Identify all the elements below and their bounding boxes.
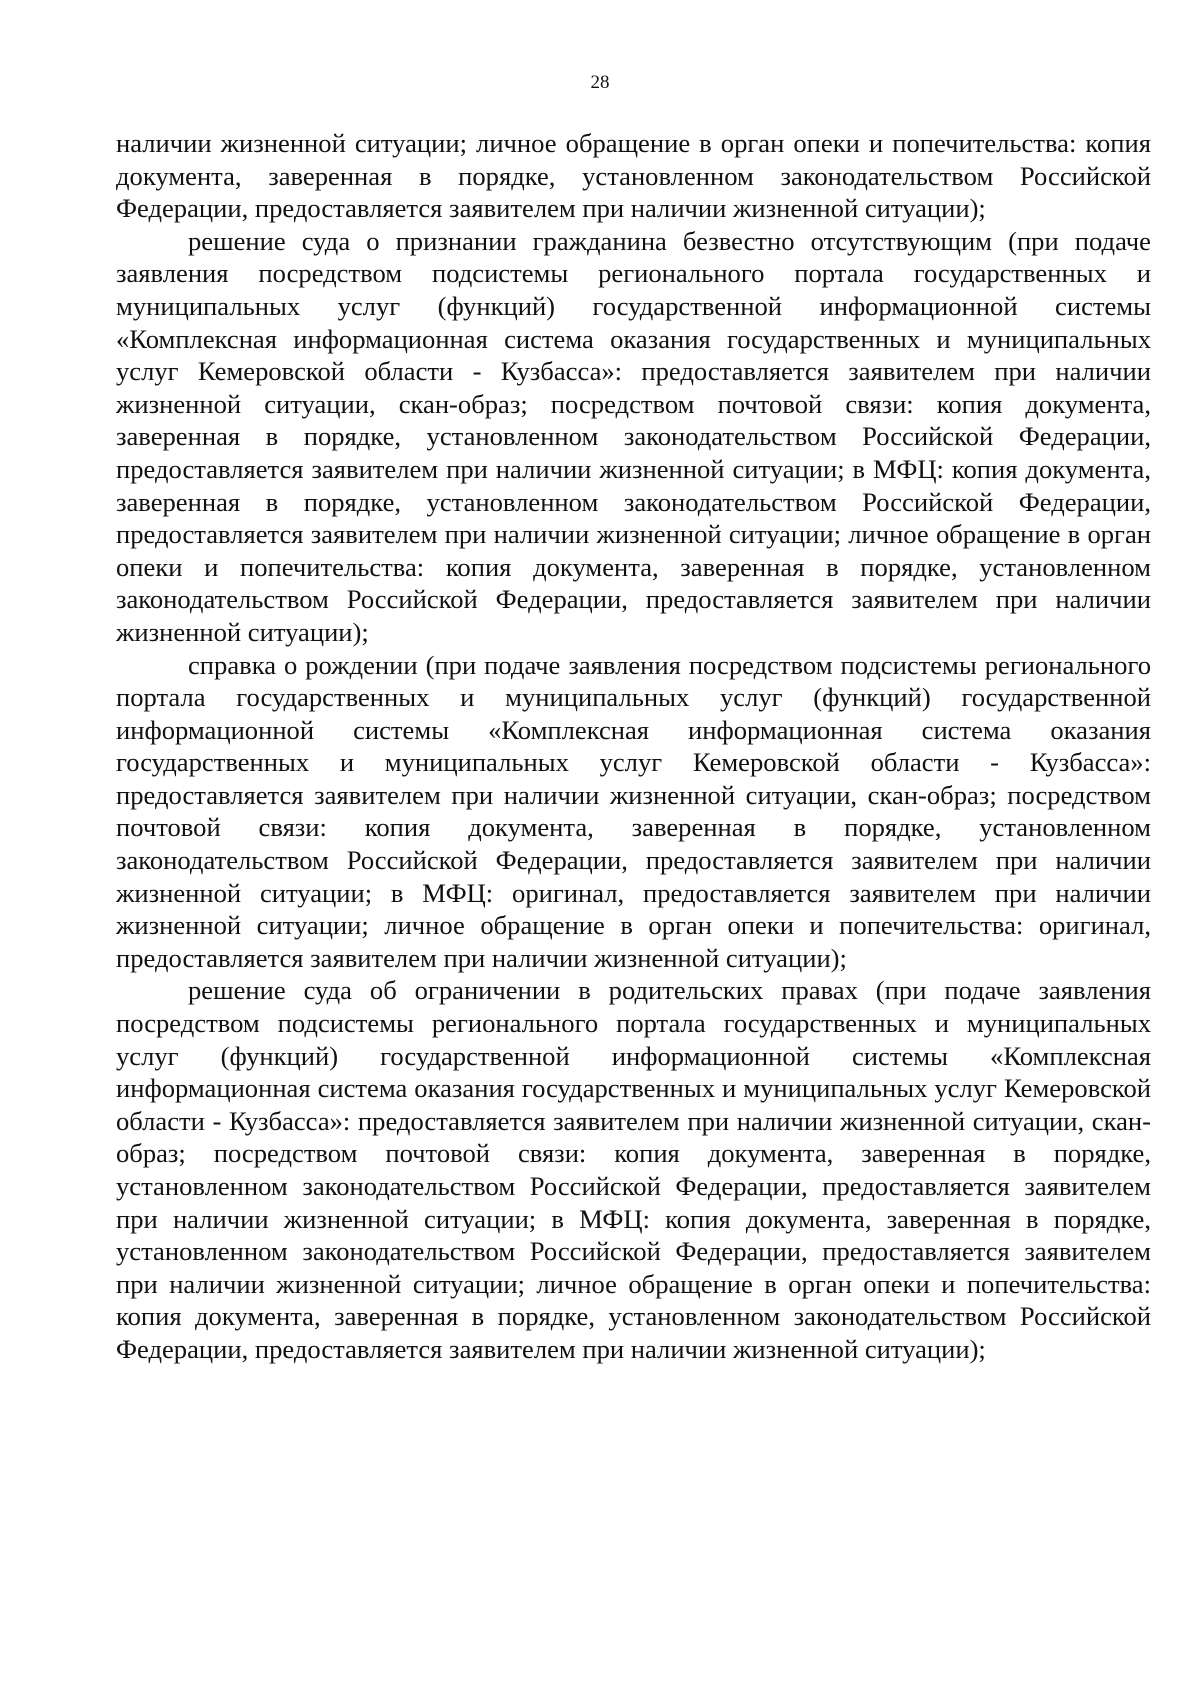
document-body (116, 127, 1151, 1366)
paragraph-birth-certificate: справка о рождении (при подаче заявления посредством подсистемы регионального портала государственных и муниципальных услуг (функций) государственной информационной системы «Комплексная информационная система оказания государственных и муниципальных услуг Кемеровской области - Кузбасса»: предоставляется заявителем при наличии жизненной ситуации, скан-образ; посредством почтовой связи: копия документа, заверенная в порядке, установленном законодательством Российской Федерации, предоставляется заявителем при наличии жизненной ситуации; в МФЦ: оригинал, предоставляется заявителем при наличии жизненной ситуации; личное обращение в орган опеки и попечительства: оригинал, предоставляется заявителем при наличии жизненной ситуации); (116, 649, 1151, 973)
paragraph-court-decision-parental-rights: решение суда об ограничении в родительских правах (при подаче заявления посредством подсистемы регионального портала государственных и муниципальных услуг (функций) государственной информационной системы «Комплексная информационная система оказания государственных и муниципальных услуг Кемеровской области - Кузбасса»: предоставляется заявителем при наличии жизненной ситуации, скан-образ; посредством почтовой связи: копия документа, заверенная в порядке, установленном законодательством Российской Федерации, предоставляется заявителем при наличии жизненной ситуации; в МФЦ: копия документа, заверенная в порядке, установленном законодательством Российской Федерации, предоставляется заявителем при наличии жизненной ситуации; личное обращение в орган опеки и попечительства: копия документа, заверенная в порядке, установленном законодательством Российской Федерации, предоставляется заявителем при наличии жизненной ситуации); (116, 975, 1151, 1364)
paragraph-continuation: наличии жизненной ситуации; личное обращение в орган опеки и попечительства: копия документа, заверенная в порядке, установленном законодательством Российской Федерации, предоставляется заявителем при наличии жизненной ситуации); (116, 128, 1151, 224)
paragraph-court-decision-missing-person: решение суда о признании гражданина безвестно отсутствующим (при подаче заявления посредством подсистемы регионального портала государственных и муниципальных услуг (функций) государственной информационной системы «Комплексная информационная система оказания государственных и муниципальных услуг Кемеровской области - Кузбасса»: предоставляется заявителем при наличии жизненной ситуации, скан-образ; посредством почтовой связи: копия документа, заверенная в порядке, установленном законодательством Российской Федерации, предоставляется заявителем при наличии жизненной ситуации; в МФЦ: копия документа, заверенная в порядке, установленном законодательством Российской Федерации, предоставляется заявителем при наличии жизненной ситуации; личное обращение в орган опеки и попечительства: копия документа, заверенная в порядке, установленном законодательством Российской Федерации, предоставляется заявителем при наличии жизненной ситуации); (116, 225, 1151, 647)
page-number: 28 (590, 72, 610, 93)
